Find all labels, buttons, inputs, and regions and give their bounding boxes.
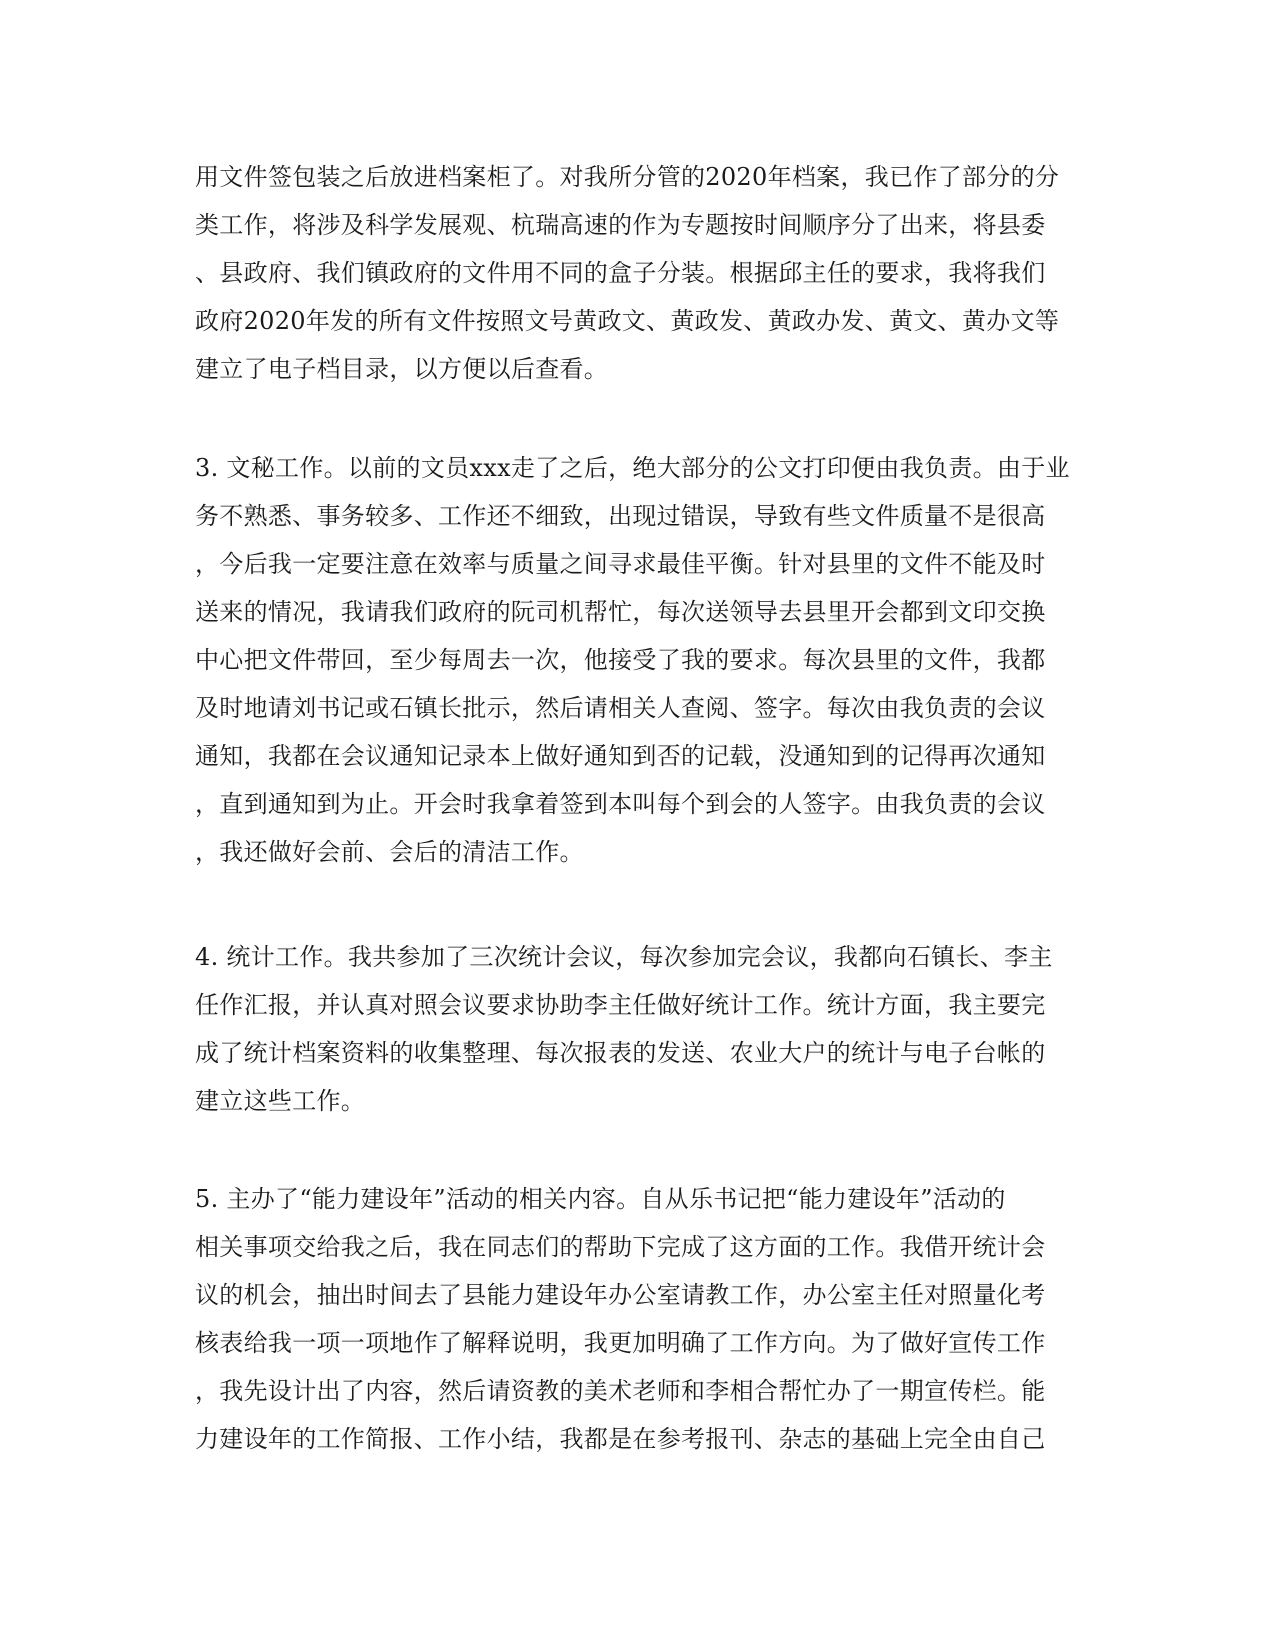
paragraph-line: 及时地请刘书记或石镇长批示，然后请相关人查阅、签字。每次由我负责的会议	[195, 694, 1046, 722]
paragraph-line: 3. 文秘工作。以前的文员xxx走了之后，绝大部分的公文打印便由我负责。由于业	[195, 454, 1070, 482]
paragraph-archive-work	[195, 153, 1075, 393]
paragraph-line: 送来的情况，我请我们政府的阮司机帮忙，每次送领导去县里开会都到文印交换	[195, 598, 1046, 626]
paragraph-line: 通知，我都在会议通知记录本上做好通知到否的记载，没通知到的记得再次通知	[195, 742, 1046, 770]
paragraph-line: 中心把文件带回，至少每周去一次，他接受了我的要求。每次县里的文件，我都	[195, 646, 1046, 674]
paragraph-secretarial-work	[195, 444, 1075, 876]
paragraph-capacity-building-year	[195, 1175, 1075, 1463]
paragraph-line: 建立了电子档目录，以方便以后查看。	[195, 355, 609, 383]
paragraph-line: 议的机会，抽出时间去了县能力建设年办公室请教工作，办公室主任对照量化考	[195, 1281, 1046, 1309]
paragraph-line: ，我还做好会前、会后的清洁工作。	[195, 838, 584, 866]
paragraph-line: 政府2020年发的所有文件按照文号黄政文、黄政发、黄政办发、黄文、黄办文等	[195, 307, 1060, 335]
paragraph-line: 4. 统计工作。我共参加了三次统计会议，每次参加完会议，我都向石镇长、李主	[195, 943, 1053, 971]
paragraph-line: 建立这些工作。	[195, 1087, 366, 1115]
paragraph-line: 用文件签包装之后放进档案柜了。对我所分管的2020年档案，我已作了部分的分	[195, 163, 1060, 191]
paragraph-line: 任作汇报，并认真对照会议要求协助李主任做好统计工作。统计方面，我主要完	[195, 991, 1046, 1019]
paragraph-line: ，今后我一定要注意在效率与质量之间寻求最佳平衡。针对县里的文件不能及时	[195, 550, 1046, 578]
paragraph-line: 、县政府、我们镇政府的文件用不同的盒子分装。根据邱主任的要求，我将我们	[195, 259, 1046, 287]
paragraph-line: ，直到通知到为止。开会时我拿着签到本叫每个到会的人签字。由我负责的会议	[195, 790, 1046, 818]
paragraph-line: 5. 主办了“能力建设年”活动的相关内容。自从乐书记把“能力建设年”活动的	[195, 1185, 1006, 1213]
paragraph-line: 类工作，将涉及科学发展观、杭瑞高速的作为专题按时间顺序分了出来，将县委	[195, 211, 1046, 239]
paragraph-line: 力建设年的工作简报、工作小结，我都是在参考报刊、杂志的基础上完全由自己	[195, 1425, 1046, 1453]
paragraph-line: 核表给我一项一项地作了解释说明，我更加明确了工作方向。为了做好宣传工作	[195, 1329, 1046, 1357]
paragraph-line: ，我先设计出了内容，然后请资教的美术老师和李相合帮忙办了一期宣传栏。能	[195, 1377, 1046, 1405]
paragraph-line: 务不熟悉、事务较多、工作还不细致，出现过错误，导致有些文件质量不是很高	[195, 502, 1046, 530]
paragraph-line: 相关事项交给我之后，我在同志们的帮助下完成了这方面的工作。我借开统计会	[195, 1233, 1046, 1261]
paragraph-statistics-work	[195, 933, 1075, 1125]
paragraph-line: 成了统计档案资料的收集整理、每次报表的发送、农业大户的统计与电子台帐的	[195, 1039, 1046, 1067]
